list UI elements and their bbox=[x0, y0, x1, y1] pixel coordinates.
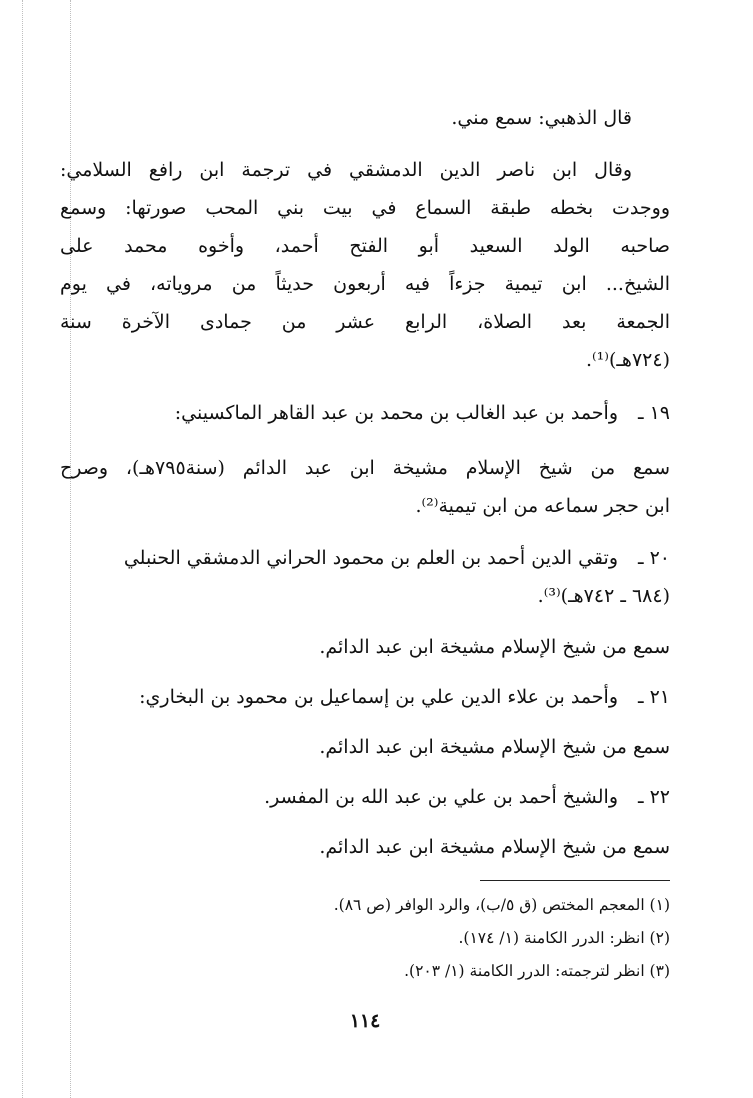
entry-heading bbox=[60, 398, 670, 428]
paragraph-line: صاحبه الولد السعيد أبو الفتح أحمد، وأخوه محمد على bbox=[60, 235, 670, 257]
entry-number: ٢٠ ـ bbox=[637, 547, 670, 569]
book-page bbox=[60, 0, 670, 1098]
paragraph-line: (٧٢٤هـ)⁽¹⁾. bbox=[585, 349, 670, 371]
scan-margin-line-left bbox=[22, 0, 23, 1098]
entry-body-line: سمع من شيخ الإسلام مشيخة ابن عبد الدائم (سنة٧٩٥هـ)، وصرح bbox=[60, 457, 670, 479]
page-number: ١١٤ bbox=[349, 1010, 381, 1032]
entry-number: ٢١ ـ bbox=[637, 686, 670, 708]
entry-body-line: سمع من شيخ الإسلام مشيخة ابن عبد الدائم. bbox=[319, 736, 670, 758]
entry-heading-text: وتقي الدين أحمد بن العلم بن محمود الحراني الدمشقي الحنبلي bbox=[123, 547, 618, 569]
footnote: (٣) انظر لترجمته: الدرر الكامنة (١/ ٢٠٣). bbox=[404, 962, 670, 980]
entry-heading-text: وأحمد بن عبد الغالب بن محمد بن عبد القاهر الماكسيني: bbox=[174, 402, 618, 424]
paragraph-line: الجمعة بعد الصلاة، الرابع عشر من جمادى الآخرة سنة bbox=[60, 311, 670, 333]
paragraph-line: ووجدت بخطه طبقة السماع في بيت بني المحب صورتها: وسمع bbox=[60, 197, 670, 219]
entry-heading-text: والشيخ أحمد بن علي بن عبد الله بن المفسر. bbox=[264, 786, 618, 808]
entry-heading bbox=[60, 543, 670, 573]
entry-number: ١٩ ـ bbox=[637, 402, 670, 424]
entry-heading-text: وأحمد بن علاء الدين علي بن إسماعيل بن محمود بن البخاري: bbox=[139, 686, 618, 708]
paragraph-line: قال الذهبي: سمع مني. bbox=[451, 107, 632, 129]
entry-heading bbox=[60, 782, 670, 812]
entry-heading-line: (٦٨٤ ـ ٧٤٢هـ)⁽³⁾. bbox=[537, 585, 670, 607]
entry-body-line: سمع من شيخ الإسلام مشيخة ابن عبد الدائم. bbox=[319, 636, 670, 658]
footnote: (١) المعجم المختص (ق ٥/ب)، والرد الوافر (ص ٨٦). bbox=[333, 896, 670, 914]
footnote: (٢) انظر: الدرر الكامنة (١/ ١٧٤). bbox=[458, 929, 670, 947]
entry-body-line: سمع من شيخ الإسلام مشيخة ابن عبد الدائم. bbox=[319, 836, 670, 858]
entry-body-line: ابن حجر سماعه من ابن تيمية⁽²⁾. bbox=[415, 495, 670, 517]
entry-heading bbox=[60, 682, 670, 712]
footnote-divider bbox=[480, 880, 670, 881]
paragraph-line: الشيخ... ابن تيمية جزءاً فيه أربعون حديثاً من مروياته، في يوم bbox=[60, 273, 670, 295]
entry-number: ٢٢ ـ bbox=[637, 786, 670, 808]
paragraph-line: وقال ابن ناصر الدين الدمشقي في ترجمة ابن رافع السلامي: bbox=[60, 159, 632, 181]
